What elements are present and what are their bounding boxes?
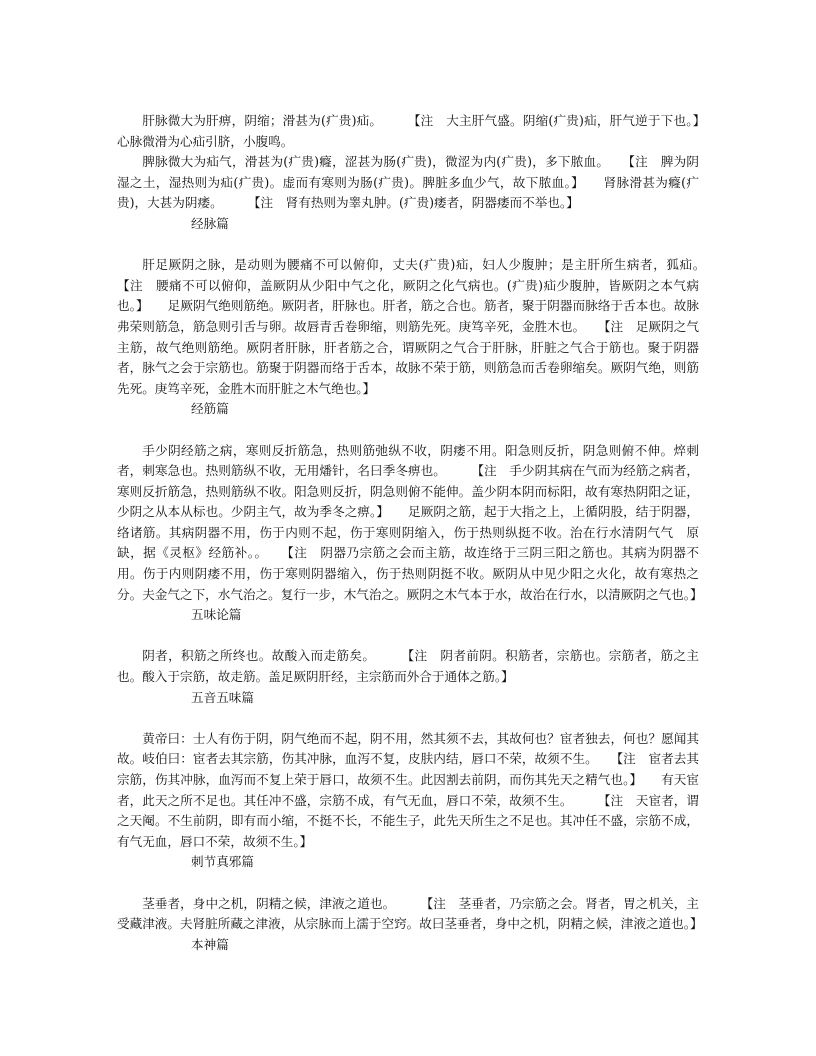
paragraph-ancestral-sinew: 阴者，积筋之所终也。故酸入而走筋矣。 【注 阴者前阴。积筋者，宗筋也。宗筋者，筋之主也。酸入于宗筋，故走筋。盖足厥阴肝经，主宗筋而外合于通体之筋。】 (117, 648, 699, 685)
section-heading-wuyin-wuwei: 五音五味篇 (191, 689, 254, 705)
paragraph-pulse-diagnosis: 肝脉微大为肝痹，阴缩；滑甚为(疒贵)疝。 【注 大主肝气盛。阴缩(疒贵)疝，肝气逆于下也。】 心脉微滑为心疝引脐，小腹鸣。 (117, 113, 725, 149)
section-heading-benshen: 本神篇 (191, 936, 229, 952)
paragraph-spleen-kidney-pulse: 脾脉微大为疝气，滑甚为(疒贵)癃，涩甚为肠(疒贵)，微涩为内(疒贵)，多下脓血。 【注 脾为阴湿之土，湿热则为疝(疒贵)。虚而有寒则为肠(疒贵)。脾脏多血少气，故下脓血。】 肾脉滑甚为癃(疒贵)，大甚为阴痿。 【注 肾有热则为睾丸肿。(疒贵)痿者，阴器痿而不举也。】 (117, 154, 699, 211)
section-heading-wuwei: 五味论篇 (191, 607, 242, 623)
paragraph-jueyin-meridian: 肝足厥阴之脉，是动则为腰痛不可以俯仰，丈夫(疒贵)疝，妇人少腹肿；是主肝所生病者，狐疝。 【注 腰痛不可以俯仰，盖厥阴从少阳中气之化，厥阴之化气病也。(疒贵)疝少腹肿，皆厥阴之本气病也。】 足厥阴气绝则筋绝。厥阴者，肝脉也。肝者，筋之合也。筋者，聚于阴器而脉络于舌本也。故脉弗荣则筋急，筋急则引舌与卵。故唇青舌卷卵缩，则筋先死。庚笃辛死，金胜木也。 【注 足厥阴之气主筋，故气绝则筋绝。厥阴者肝脉，肝者筋之合，谓厥阴之气合于肝脉，肝脏之气合于筋也。聚于阴器者，脉气之会于宗筋也。筋聚于阴器而络于舌本，故脉不荣于筋，则筋急而舌卷卵缩矣。厥阴气绝，则筋先死。庚笃辛死，金胜木而肝脏之木气绝也。】 (117, 257, 725, 396)
section-heading-cijie-zhenxie: 刺节真邪篇 (191, 854, 254, 870)
section-gap (117, 873, 699, 894)
section-gap (117, 420, 699, 441)
document-page (117, 111, 725, 955)
paragraph-jingchui: 茎垂者，身中之机，阴精之候，津液之道也。 【注 茎垂者，乃宗筋之会。肾者，胃之机关，主受藏津液。夫肾脏所藏之津液，从宗脉而上濡于空窍。故曰茎垂者，身中之机，阴精之候，津液之道也。】 (117, 895, 703, 932)
section-gap (117, 708, 699, 729)
section-heading-jingmai: 经脉篇 (191, 215, 229, 231)
section-heading-jingjin: 经筋篇 (191, 401, 229, 417)
paragraph-sinew-disease: 手少阴经筋之病，寒则反折筋急，热则筋弛纵不收，阴痿不用。阳急则反折，阴急则俯不伸。焠刺者，刺寒急也。热则筋纵不收，无用燔针，名曰季冬痹也。 【注 手少阴其病在气而为经筋之病者，寒则反折筋急，热则筋纵不收。阳急则反折，阴急则俯不能伸。盖少阴本阴而标阳，故有寒热阴阳之证，少阴之从本从标也。少阴主气，故为季冬之痹。】 足厥阴之筋，起于大指之上，上循阴股，结于阴器，络诸筋。其病阴器不用，伤于内则不起，伤于寒则阴缩入，伤于热则纵挺不收。治在行水清阴气气 原缺，据《灵枢》经筋补。。 【注 阴器乃宗筋之会而主筋，故连络于三阴三阳之筋也。其病为阴器不用。伤于内则阴痿不用，伤于寒则阴器缩入，伤于热则阴挺不收。厥阴从中见少阳之火化，故有寒热之分。夫金气之下，水气治之。复行一步，木气治之。厥阴之木气本于水，故治在行水，以清厥阴之气也。】 (117, 442, 703, 602)
section-gap (117, 235, 699, 256)
section-gap (117, 626, 699, 647)
paragraph-eunuch-dialogue: 黄帝曰：士人有伤于阴，阴气绝而不起，阴不用，然其须不去，其故何也？宦者独去，何也？愿闻其故。岐伯曰：宦者去其宗筋，伤其冲脉，血泻不复，皮肤内结，唇口不荣，故须不生。 【注 宦者去其宗筋，伤其冲脉，血泻而不复上荣于唇口，故须不生。此因割去前阴，而伤其先天之精气也。】 有天宦者，此天之所不足也。其任冲不盛，宗筋不成，有气无血，唇口不荣，故须不生。 【注 天宦者，谓之天阉。不生前阴，即有而小缩，不挺不长，不能生子，此先天所生之不足也。其冲任不盛，宗筋不成，有气无血，唇口不荣，故须不生。】 (117, 730, 699, 849)
